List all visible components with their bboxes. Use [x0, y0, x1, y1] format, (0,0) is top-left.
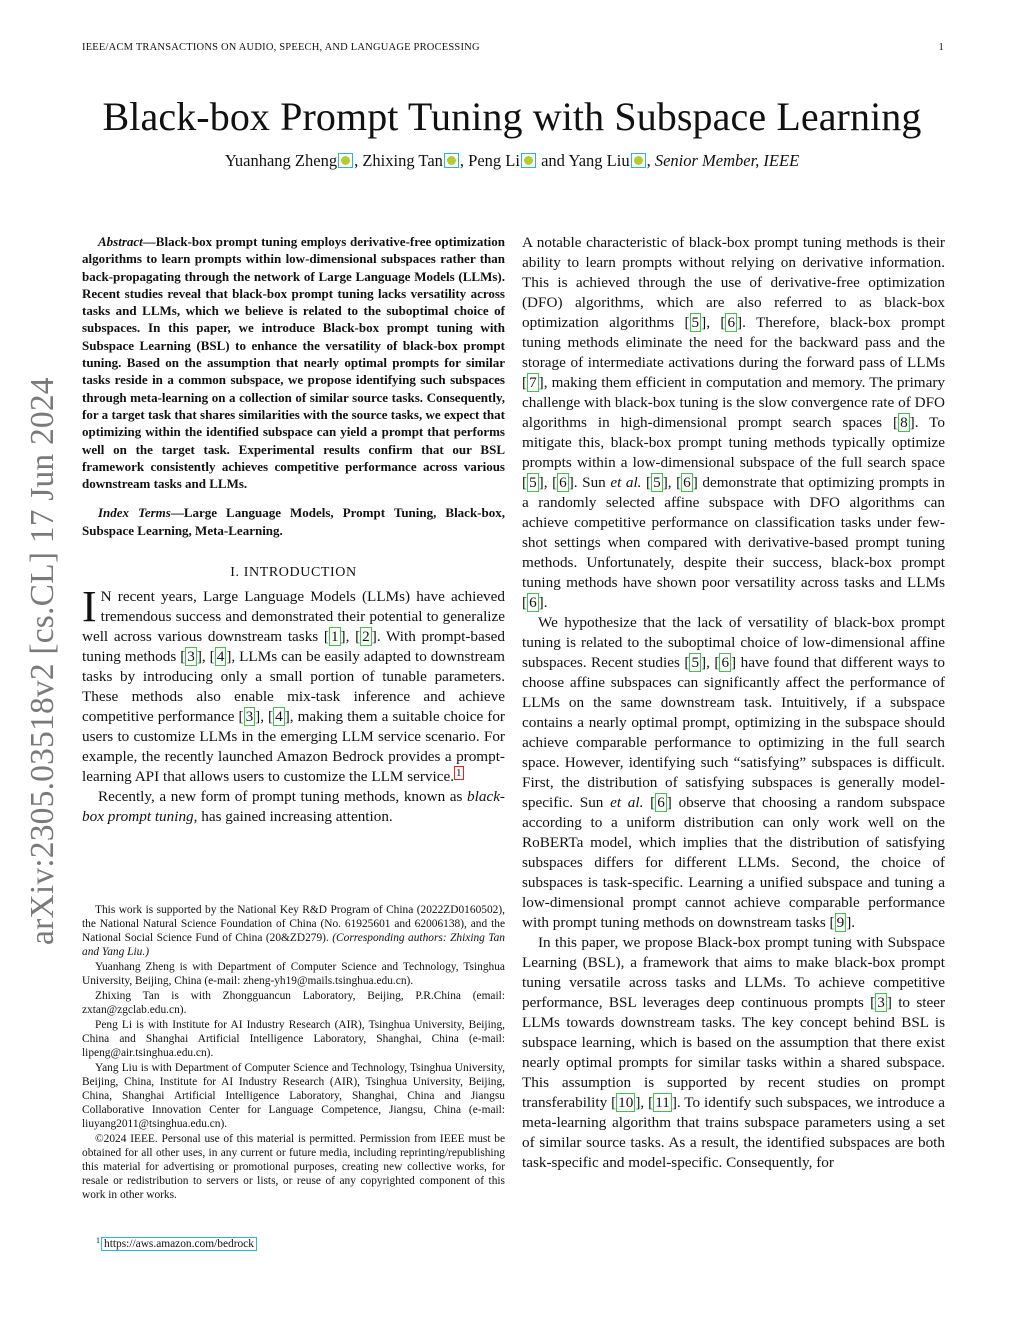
right-paragraph-1: A notable characteristic of black-box prompt tuning methods is their ability to learn prompts without relying on derivative information. This is achieved through the use of derivative-free optimization (DFO) algorithms, which are also referred to as black-box optimization algorithms [ 5 ], [ 6 ]. Therefore, black-box prompt tuning methods eliminate the need for the backward pass and the storage of intermediate activations during the forward pass of LLMs [ 7 ], making them efficient in computation and memory. The primary challenge with black-box tuning is the slow convergence rate of DFO algorithms in high-dimensional prompt search spaces [ 8 ]. To mitigate this, black-box prompt tuning methods typically optimize prompts within a low-dimensional subspace of the full search space [ 5 ], [ 6 ]. Sun et al. [ 5 ], [ 6 ] demonstrate that optimizing prompts in a randomly selected affine subspace with DFO algorithms can achieve competitive performance on classification tasks under few-shot settings when compared with derivative-based prompt tuning methods. Unfortunately, despite their success, black-box prompt tuning methods have shown poor versatility across tasks and LLMs [ 6 ].: [522, 234, 945, 611]
text-run: , making them efficient in computation and memory. The primary challenge with black-box tuning is the slow convergence rate of DFO algorithms in high-dimensional prompt search spaces: [522, 374, 945, 431]
author-membership: Senior Member, IEEE: [654, 151, 800, 170]
intro-paragraph-1: I N recent years, Large Language Models (LLMs) have achieved tremendous success and demonstrated their potential to generalize well across various downstream tasks [ 1 ], [ 2 ]. With prompt-based tuning methods [ 3 ], [ 4 ], LLMs can be easily adapted to downstream tasks by introducing only a small portion of tunable parameters. These methods also enable mix-task inference and achieve competitive performance [ 3 ], [ 4 ], making them a suitable choice for users to customize LLMs in the emerging LLM service scenario. For example, the recently launched Amazon Bedrock provides a prompt-learning API that allows users to customize the LLM service. $^1$: [82, 582, 505, 786]
text-run: . To mitigate this, black-box prompt tuning methods typically optimize prompts within a low-dimensional subspace of the full search space: [522, 414, 945, 471]
citation-link[interactable]: 5: [653, 474, 661, 491]
journal-name: IEEE/ACM TRANSACTIONS ON AUDIO, SPEECH, AND LANGUAGE PROCESSING: [82, 42, 480, 53]
abstract: [82, 233, 505, 492]
text-run: , making them a suitable choice for users to customize LLMs in the emerging LLM service scenario. For example, the recently launched Amazon Bedrock provides a prompt-learning API that allows users to customize the LLM service.: [82, 708, 505, 786]
affiliation-footnote: Yuanhang Zheng is with Department of Computer Science and Technology, Tsinghua University, Beijing, China (e-mail: zheng-yh19@mails.tsinghua.edu.cn).: [82, 961, 505, 987]
citation-link[interactable]: 5: [691, 314, 700, 331]
author-name: Peng Li: [468, 151, 520, 170]
text-run: N recent years, Large Language Models (LLMs) have achieved tremendous success and demonstrated their potential to generalize well across various downstream tasks: [82, 588, 505, 646]
copyright-notice: ©2024 IEEE. Personal use of this material is permitted. Permission from IEEE must be obtained for all other uses, in any current or future media, including reprinting/republishing this material for advertising or promotional purposes, creating new collective works, for resale or redistribution to servers or lists, or reuse of any copyrighted component of this work in other works.: [82, 1133, 505, 1201]
url-footnote: [96, 1236, 257, 1250]
citation-link[interactable]: 3: [245, 708, 254, 726]
text-run: . Therefore, black-box prompt tuning methods eliminate the need for the backward pass and the storage of intermediate activations during the forward pass of LLMs: [522, 314, 945, 371]
text-run: , has gained increasing attention.: [193, 808, 393, 826]
text-run: , LLMs can be easily adapted to downstream tasks by introducing only a small portion of tunable parameters. These methods also enable mix-task inference and achieve competitive performance: [82, 648, 505, 726]
orcid-icon[interactable]: [521, 153, 536, 168]
citation-link[interactable]: 1: [330, 628, 339, 646]
text-run: Recently, a new form of prompt tuning methods, known as: [98, 788, 468, 806]
right-column: [522, 233, 945, 1173]
citation-link[interactable]: 10: [618, 1094, 634, 1111]
citation-link[interactable]: 6: [529, 594, 537, 611]
citation-link[interactable]: 6: [721, 654, 730, 671]
text-run: to steer LLMs towards downstream tasks. The key concept behind BSL is subspace learning, which is based on the assumption that there exist nearly optimal prompts for similar tasks within a shared subspace. This assumption is supported by recent studies on prompt transferability: [522, 994, 946, 1111]
footnote-mark: 1: [96, 1236, 100, 1245]
orcid-icon[interactable]: [631, 153, 646, 168]
bedrock-link[interactable]: https://aws.amazon.com/bedrock: [101, 1237, 257, 1251]
author-name: Zhixing Tan: [362, 151, 443, 170]
citation-link[interactable]: 5: [529, 474, 537, 491]
affiliation-footnote: Yang Liu is with Department of Computer Science and Technology, Tsinghua University, Beijing, China, Institute for AI Industry Research (AIR), Tsinghua University, Beijing, China, Shanghai Artificial Intelligence Laboratory, Shanghai, China and Jiangsu Collaborative Innovation Center for Language Competence, Jiangsu, China (e-mail: liuyang2011@tsinghua.edu.cn).: [82, 1062, 505, 1130]
emphasis-term: black-box prompt tuning: [82, 788, 505, 826]
citation-link[interactable]: 8: [900, 414, 908, 431]
et-al: et al.: [610, 474, 642, 491]
page-number: 1: [938, 42, 944, 53]
text-run: A notable characteristic of black-box prompt tuning methods is their ability to learn prompts without relying on derivative information. This is achieved through the use of derivative-free optimization (DFO) algorithms, which are also referred to as black-box optimization algorithms: [522, 234, 945, 331]
et-al: et al.: [610, 794, 644, 811]
citation-link[interactable]: 6: [683, 474, 691, 491]
section-heading: [82, 565, 505, 581]
text-run: We hypothesize that the lack of versatility of black-box prompt tuning is related to the suboptimal choice of low-dimensional affine subspaces. Recent studies: [522, 614, 945, 671]
index-terms-label: Index Terms: [98, 505, 171, 521]
paper-title: Black-box Prompt Tuning with Subspace Learning: [102, 94, 922, 139]
abstract-dash: —: [142, 234, 156, 249]
intro-paragraph-2: [82, 787, 505, 827]
citation-link[interactable]: 4: [275, 708, 283, 726]
author-name: Yuanhang Zheng: [224, 151, 338, 170]
citation-link[interactable]: 3: [877, 994, 885, 1011]
funding-footnote: [82, 903, 505, 959]
citation-link[interactable]: 6: [559, 474, 567, 491]
affiliation-footnote: Peng Li is with Institute for AI Industry Research (AIR), Tsinghua University, Beijing, China and Shanghai Artificial Intelligence Laboratory, Shanghai, China (e-mail: lipeng@air.tsinghua.edu.cn).: [82, 1019, 505, 1059]
footnote-link[interactable]: 1: [456, 767, 462, 780]
right-paragraph-3: In this paper, we propose Black-box prompt tuning with Subspace Learning (BSL), a framework that aims to make black-box prompt tuning versatile across tasks and LLMs. To achieve competitive performance, BSL leverages deep continuous prompts [ 3 ] to steer LLMs towards downstream tasks. The key concept behind BSL is subspace learning, which is based on the assumption that there exist nearly optimal prompts for similar tasks within a shared subspace. This assumption is supported by recent studies on prompt transferability [ 10 ], [ 11 ]. To identify such subspaces, we introduce a meta-learning algorithm that trains subspace parameters using a set of similar source tasks. As a result, the identified subspaces are both task-specific and model-specific. Consequently, for: [522, 934, 946, 1171]
author-list: Yuanhang Zheng , Zhixing Tan , Peng Li and Yang Liu , Senior Member, IEEE: [224, 151, 800, 170]
text-run: . To identify such subspaces, we introduce a meta-learning algorithm that trains subspace parameters using a set of similar source tasks. As a result, the identified subspaces are both task-specific and model-specific. Consequently, for: [522, 1094, 945, 1171]
text-run: . Sun: [573, 474, 611, 491]
text-run: . With prompt-based tuning methods: [82, 628, 505, 666]
orcid-icon[interactable]: [338, 153, 353, 168]
citation-link[interactable]: 3: [187, 648, 195, 666]
text-run: have found that different ways to choose affine subspaces can significantly affect the performance of LLMs on the same downstream task. Intuitively, if a subspace contains a nearly optimal prompt, optimizing in the subspace should achieve comparable performance to optimizing in the full search space. However, identifying such “satisfying” subspaces is difficult. First, the distribution of satisfying subspaces is generally model-specific. Sun: [522, 654, 945, 811]
citation-link[interactable]: 5: [691, 654, 700, 671]
citation-link[interactable]: 4: [216, 648, 225, 666]
left-column: [82, 233, 505, 827]
citation-link[interactable]: 7: [529, 374, 537, 391]
section-number: I.: [230, 565, 240, 581]
abstract-text: Black-box prompt tuning employs derivative-free optimization algorithms to learn prompts within low-dimensional subspaces rather than back-propagating through the network of Large Language Models (LLMs). Recent studies reveal that black-box prompt tuning lacks versatility across tasks and LLMs, which we believe is related to the suboptimal choice of subspaces. In this paper, we introduce Black-box prompt tuning with Subspace Learning (BSL) to enhance the versatility of black-box prompt tuning. Based on the assumption that nearly optimal prompts for similar tasks reside in a common subspace, we propose identifying such subspaces through meta-learning on a collection of similar source tasks. Consequently, for a target task that shares similarities with the source tasks, we expect that optimizing within the identified subspace can yield a prompt that performs well on the target task. Experimental results confirm that our BSL framework consistently achieves competitive performance across various downstream tasks and LLMs.: [82, 234, 505, 492]
citation-link[interactable]: 2: [362, 628, 370, 646]
right-paragraph-2: We hypothesize that the lack of versatility of black-box prompt tuning is related to the suboptimal choice of low-dimensional affine subspaces. Recent studies [ 5 ], [ 6 ] have found that different ways to choose affine subspaces can significantly affect the performance of LLMs on the same downstream task. Intuitively, if a subspace contains a nearly optimal prompt, optimizing in the subspace should achieve comparable performance to optimizing in the full search space. However, identifying such “satisfying” subspaces is difficult. First, the distribution of satisfying subspaces is generally model-specific. Sun et al. [ 6 ] observe that choosing a random subspace according to a uniform distribution can only work well on the RoBERTa model, which implies that the distribution of satisfying subspaces differs for different LLMs. Second, the choice of subspaces is task-specific. Learning a unified subspace and tuning a low-dimensional prompt cannot achieve comparable performance with prompt tuning methods on downstream tasks [ 9 ].: [522, 614, 945, 931]
text-run: This work is supported by the National Key R&D Program of China (2022ZD0160502), the National Natural Science Foundation of China (No. 61925601 and 62006138), and the National Social Science Fund of China (20&ZD279).: [82, 904, 505, 944]
index-terms-text: Large Language Models, Prompt Tuning, Black-box, Subspace Learning, Meta-Learning.: [82, 505, 505, 538]
index-terms-dash: —: [170, 505, 184, 521]
citation-link[interactable]: 11: [655, 1094, 670, 1111]
section-title: INTRODUCTION: [243, 565, 357, 581]
corresponding-authors: (Corresponding authors: Zhixing Tan and Yang Liu.): [82, 932, 505, 958]
drop-cap: I: [82, 582, 97, 632]
affiliation-footnote: Zhixing Tan is with Zhongguancun Laboratory, Beijing, P.R.China (email: zxtan@zgclab.edu.cn).: [82, 990, 505, 1016]
text-run: .: [543, 594, 548, 611]
arxiv-identifier: arXiv:2305.03518v2 [cs.CL] 17 Jun 2024: [24, 377, 61, 945]
citation-link[interactable]: 9: [836, 914, 845, 931]
text-run: demonstrate that optimizing prompts in a randomly selected affine subspace with DFO algorithms can achieve competitive performance on classification tasks under few-shot settings when compared with derivative-based prompt tuning methods. Unfortunately, despite their success, black-box prompt tuning methods have shown poor versatility across tasks and LLMs: [522, 474, 945, 591]
abstract-label: Abstract: [98, 234, 143, 249]
text-run: observe that choosing a random subspace according to a uniform distribution can only work well on the RoBERTa model, which implies that the distribution of satisfying subspaces differs for different LLMs. Second, the choice of subspaces is task-specific. Learning a unified subspace and tuning a low-dimensional prompt cannot achieve comparable performance with prompt tuning methods on downstream tasks: [522, 794, 945, 931]
text-run: .: [851, 914, 856, 931]
footnotes: [82, 903, 505, 1203]
running-header: [82, 42, 944, 56]
orcid-icon[interactable]: [444, 153, 459, 168]
author-name: Yang Liu: [568, 151, 630, 170]
index-terms: [82, 504, 505, 539]
citation-link[interactable]: 6: [727, 314, 736, 331]
citation-link[interactable]: 6: [657, 794, 665, 811]
text-run: In this paper, we propose Black-box prompt tuning with Subspace Learning (BSL), a framework that aims to make black-box prompt tuning versatile across tasks and LLMs. To achieve competitive performance, BSL leverages deep continuous prompts: [522, 934, 945, 1011]
